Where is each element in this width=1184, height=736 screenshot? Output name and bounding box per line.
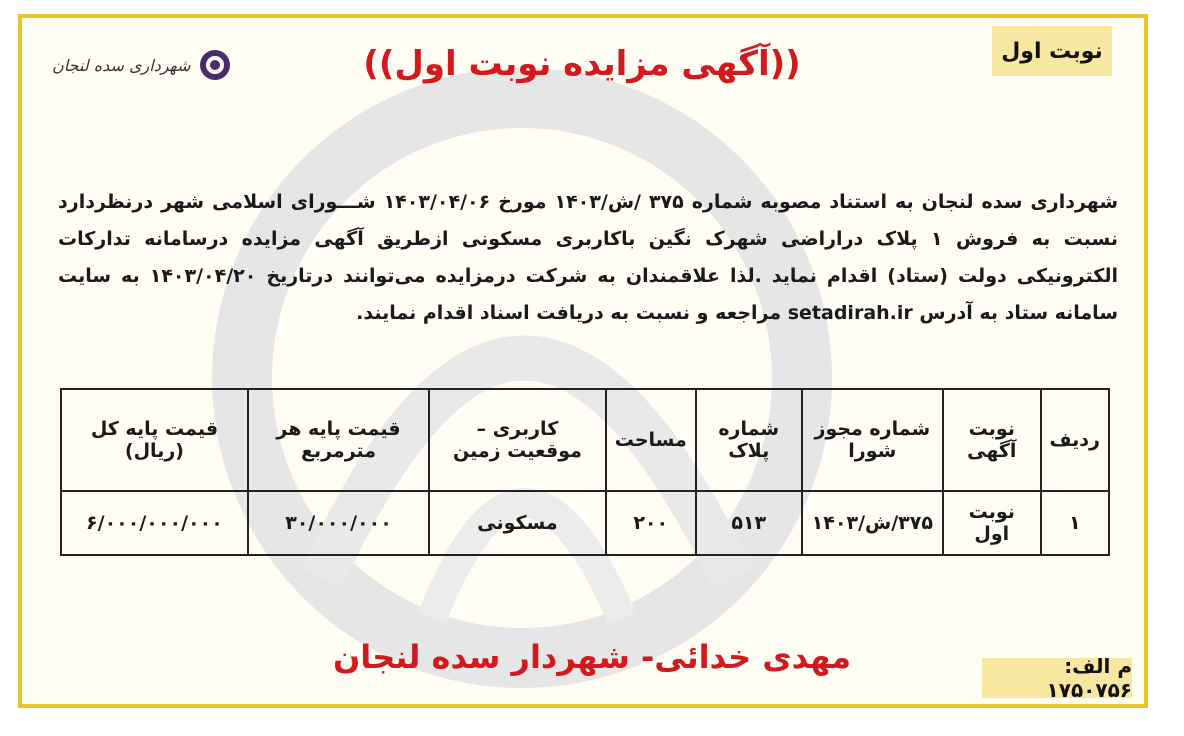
table-cell: ۲۰۰ — [606, 491, 696, 555]
notice-body: شهرداری سده لنجان به استناد مصوبه شماره ۳۷۵ /ش/۱۴۰۳ مورخ ۱۴۰۳/۰۴/۰۶ شـــورای اسلامی شهر درنظردارد نسبت به فروش ۱ پلاک دراراضی شهرک نگین باکاربری مسکونی ازطریق آگهی مزایده درسامانه تدارکات الکترونیکی دولت (ستاد) اقدام نماید .لذا علاقمندان به شرکت درمزایده می‌توانند درتاریخ ۱۴۰۳/۰۴/۲۰ به سایت سامانه ستاد به آدرس setadirah.ir مراجعه و نسبت به دریافت اسناد اقدام نمایند. — [58, 191, 1119, 324]
table-cell: ۵۱۳ — [696, 491, 802, 555]
watermark-emblem — [172, 58, 872, 698]
table-cell: مسکونی — [429, 491, 606, 555]
col-council-permit: شماره مجوز شورا — [802, 389, 943, 491]
table-cell: ۶/۰۰۰/۰۰۰/۰۰۰ — [61, 491, 248, 555]
table-cell: ۳۷۵/ش/۱۴۰۳ — [802, 491, 943, 555]
col-notice-round: نوبت آگهی — [943, 389, 1041, 491]
auction-table — [60, 388, 1110, 556]
municipality-emblem-icon — [198, 48, 232, 82]
page-title: ((آگهی مزایده نوبت اول)) — [363, 44, 801, 84]
table-cell: نوبت اول — [943, 491, 1041, 555]
col-area: مساحت — [606, 389, 696, 491]
col-price-per-m2: قیمت پایه هر مترمربع — [248, 389, 429, 491]
col-plate-number: شماره پلاک — [696, 389, 802, 491]
reference-badge: م الف: ۱۷۵۰۷۵۶ — [982, 658, 1132, 698]
municipality-logo — [52, 48, 232, 82]
signature: مهدی خدائی- شهردار سده لنجان — [332, 638, 852, 676]
col-row-number: ردیف — [1041, 389, 1109, 491]
table-cell: ۱ — [1041, 491, 1109, 555]
col-land-use: کاربری – موقعیت زمین — [429, 389, 606, 491]
table-row — [61, 491, 1109, 555]
notice-frame — [18, 14, 1148, 708]
table-header-row — [61, 389, 1109, 491]
col-total-price: قیمت پایه کل (ریال) — [61, 389, 248, 491]
table-cell: ۳۰/۰۰۰/۰۰۰ — [248, 491, 429, 555]
logo-text: شهرداری سده لنجان — [52, 55, 191, 75]
round-badge: نوبت اول — [992, 26, 1112, 76]
